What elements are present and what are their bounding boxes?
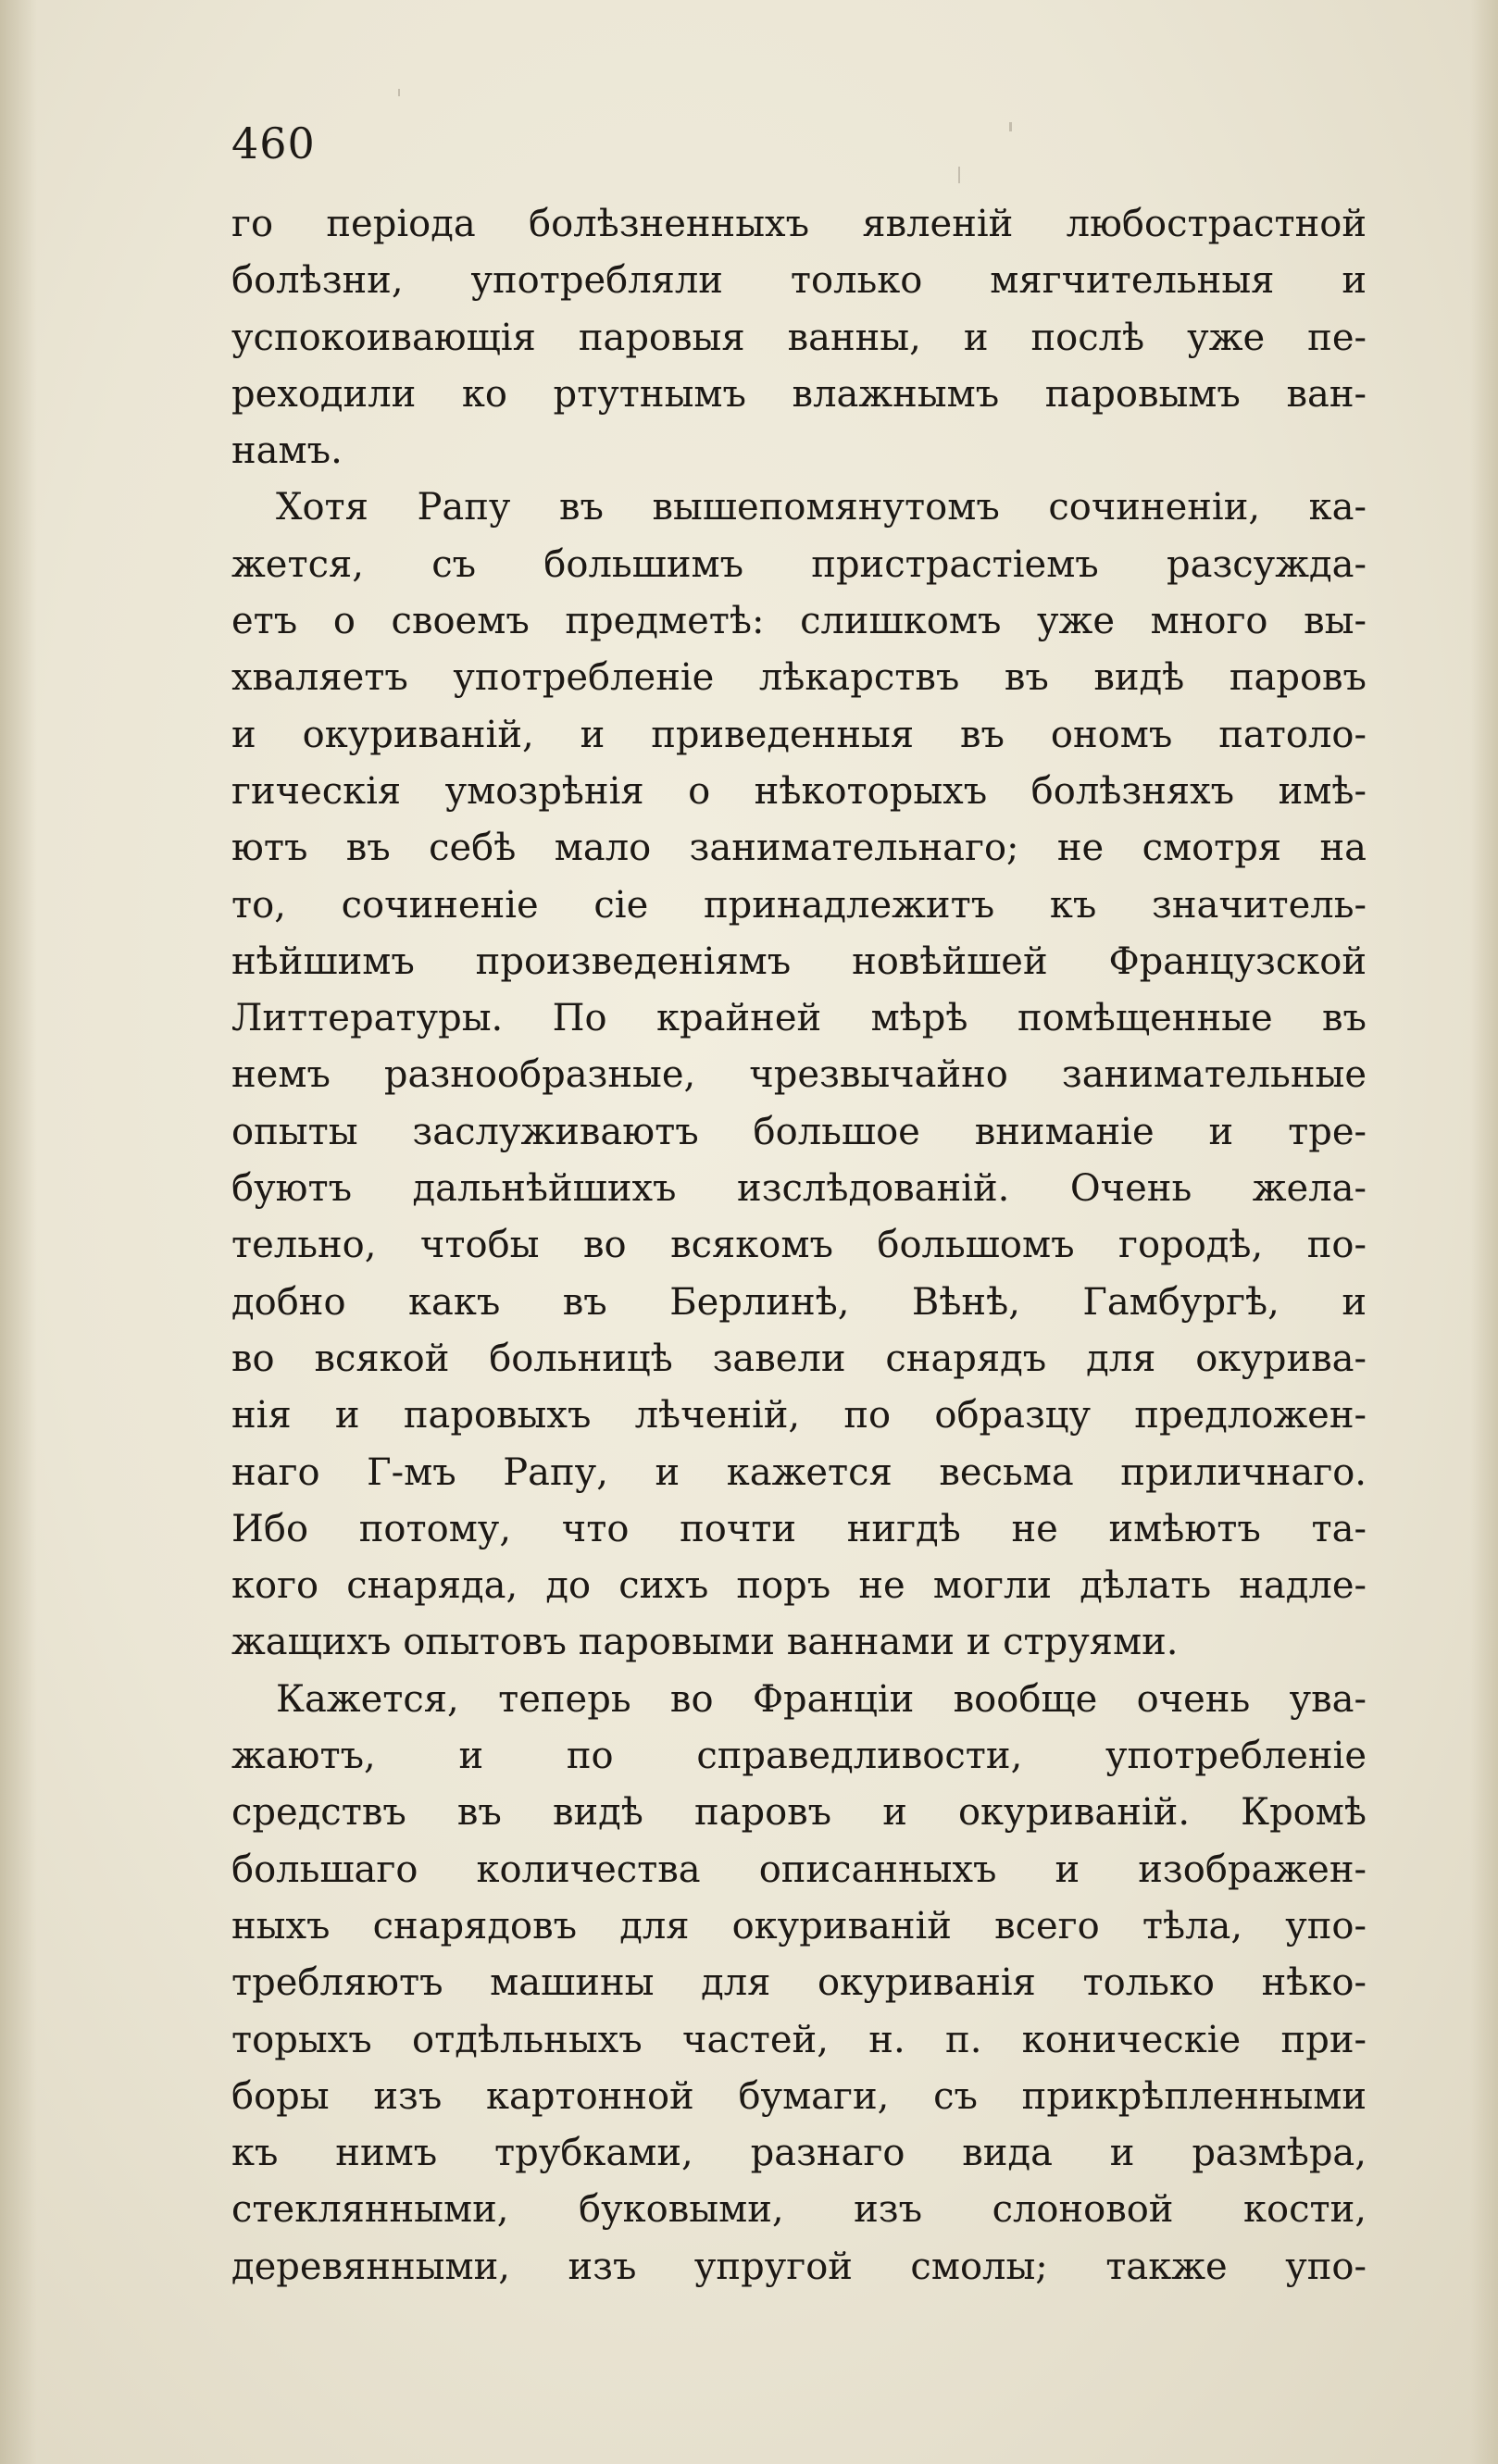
text-line: Литтературы. По крайней мѣрѣ помѣщенные въ: [231, 997, 1367, 1040]
text-line: наго Г-мъ Рапу, и кажется весьма приличнаго.: [231, 1450, 1367, 1494]
text-line: кого снаряда, до сихъ поръ не могли дѣлать надле-: [231, 1564, 1367, 1608]
text-line: и окуриваній, и приведенныя въ ономъ патоло-: [231, 713, 1367, 756]
text-line: добно какъ въ Берлинѣ, Вѣнѣ, Гамбургѣ, и: [231, 1280, 1367, 1324]
text-line: деревянными, изъ упругой смолы; также упо-: [231, 2245, 1367, 2288]
text-line: нія и паровыхъ лѣченій, по образцу предложен-: [231, 1394, 1367, 1437]
text-line: торыхъ отдѣльныхъ частей, н. п. коническіе при-: [231, 2018, 1367, 2061]
text-line: реходили ко ртутнымъ влажнымъ паровымъ ван-: [231, 372, 1367, 416]
page-edge-shadow-left: [0, 0, 37, 2464]
text-line: боры изъ картонной бумаги, съ прикрѣпленными: [231, 2074, 1367, 2118]
text-line: гическія умозрѣнія о нѣкоторыхъ болѣзняхъ имѣ-: [231, 769, 1367, 813]
page-number: 460: [231, 118, 316, 168]
text-line: болѣзни, употребляли только мягчительныя и: [231, 259, 1367, 303]
text-line: Ибо потому, что почти нигдѣ не имѣютъ та-: [231, 1507, 1367, 1550]
paper-speck: [398, 89, 400, 96]
text-line: стеклянными, буковыми, изъ слоновой кости,: [231, 2188, 1367, 2232]
text-line: Кажется, теперь во Франціи вообще очень ува-: [276, 1677, 1367, 1721]
text-line: жащихъ опытовъ паровыми ваннами и струями.: [231, 1621, 1179, 1664]
text-line: етъ о своемъ предметѣ: слишкомъ уже много вы-: [231, 600, 1367, 643]
paper-speck: [1009, 122, 1012, 131]
text-line: требляютъ машины для окуриванія только нѣко-: [231, 1961, 1367, 2005]
text-line: нѣйшимъ произведеніямъ новѣйшей Французской: [231, 940, 1367, 983]
paper-speck: [958, 167, 960, 183]
text-line: опыты заслуживаютъ большое вниманіе и тре-: [231, 1110, 1367, 1153]
text-line: большаго количества описанныхъ и изображен-: [231, 1848, 1367, 1891]
text-line: жаютъ, и по справедливости, употребленіе: [231, 1735, 1367, 1778]
text-line: тельно, чтобы во всякомъ большомъ городѣ, по-: [231, 1224, 1367, 1267]
text-line: средствъ въ видѣ паровъ и окуриваній. Кромѣ: [231, 1791, 1367, 1835]
text-line: ныхъ снарядовъ для окуриваній всего тѣла, упо-: [231, 1904, 1367, 1948]
text-line: ютъ въ себѣ мало занимательнаго; не смотря на: [231, 827, 1367, 870]
text-line: немъ разнообразные, чрезвычайно занимательные: [231, 1053, 1367, 1097]
text-line: успокоивающія паровыя ванны, и послѣ уже пе-: [231, 316, 1367, 359]
text-line: хваляетъ употребленіе лѣкарствъ въ видѣ паровъ: [231, 656, 1367, 700]
text-line: Хотя Рапу въ вышепомянутомъ сочиненіи, ка-: [276, 486, 1367, 529]
page-edge-shadow-right: [1470, 0, 1498, 2464]
body-text: [231, 196, 1367, 2296]
text-line: къ нимъ трубками, разнаго вида и размѣра,: [231, 2132, 1367, 2175]
text-line: намъ.: [231, 429, 343, 473]
text-line: го періода болѣзненныхъ явленій любострастной: [231, 203, 1367, 245]
text-line: буютъ дальнѣйшихъ изслѣдованій. Очень жела-: [231, 1167, 1367, 1211]
text-line: то, сочиненіе сіе принадлежитъ къ значитель-: [231, 883, 1367, 927]
text-line: жется, съ большимъ пристрастіемъ разсужда-: [231, 542, 1367, 586]
text-line: во всякой больницѣ завели снарядъ для окурива-: [231, 1337, 1367, 1380]
